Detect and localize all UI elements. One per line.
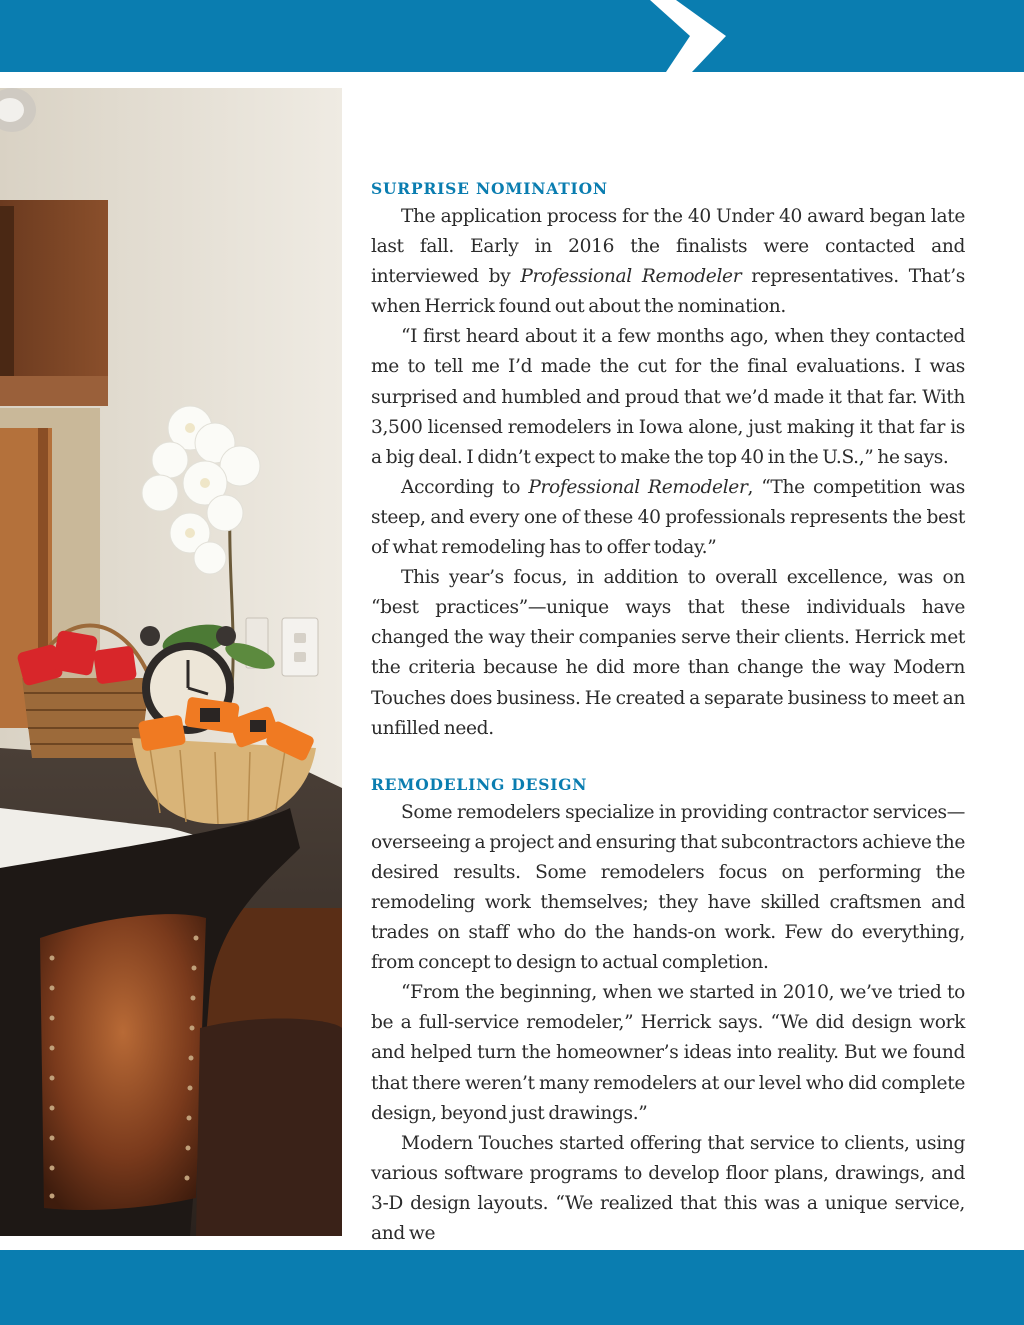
paragraph-text: “I first heard about it a few months ago, when they contacted me to tell me I’d made the cut for the final evaluations. I was surprised and humbled and proud that we’d made it that far. With 3,500 licensed remodelers in Iowa alone, just making it that far is a big deal. I didn’t expect to make the top 40 in the U.S.,” he says. bbox=[371, 326, 965, 468]
paragraph-text: According to bbox=[401, 476, 529, 498]
paragraph-text: “From the beginning, when we started in 2010, we’ve tried to be a full-service remodeler,” Herrick says. “We did design work and helped turn the homeowner’s ideas into reality. But we found that there weren’t many remodelers at our level who did complete design, beyond just drawings.” bbox=[371, 982, 965, 1124]
article-body bbox=[371, 178, 965, 1249]
body-paragraph bbox=[371, 798, 965, 979]
section-heading: REMODELING DESIGN bbox=[371, 774, 588, 794]
paragraph-text: This year’s focus, in addition to overall excellence, was on “best practices”—unique ways that these individuals have changed the way their companies serve their clients. Herrick met the criteria because he did more than change the way Modern Touches does business. He created a separate business to meet an unfilled need. bbox=[371, 567, 965, 739]
paragraph-text: representatives. That’s when Herrick found out about the nomination. bbox=[371, 266, 965, 318]
body-paragraph bbox=[371, 473, 965, 563]
body-paragraph bbox=[371, 1129, 965, 1249]
publication-title: Professional Remodeler bbox=[528, 476, 748, 498]
body-paragraph bbox=[371, 322, 965, 472]
body-paragraph bbox=[371, 202, 965, 322]
kitchen-photo bbox=[0, 88, 342, 1236]
paragraph-text: The application process for the 40 Under 40 award began late last fall. Early in 2016 the finalists were contacted and interviewed by bbox=[371, 206, 965, 288]
body-paragraph bbox=[371, 563, 965, 744]
section-heading: SURPRISE NOMINATION bbox=[371, 179, 608, 198]
paragraph-text: Some remodelers specialize in providing contractor services—overseeing a project and ensuring that subcontractors achieve the desired results. Some remodelers focus on performing the remodeling work themselves; they have skilled craftsmen and trades on staff who do the hands-on work. Few do everything, from concept to design to actual completion. bbox=[371, 801, 965, 974]
publication-title: Professional Remodeler bbox=[520, 266, 742, 288]
body-paragraph bbox=[371, 978, 965, 1128]
paragraph-text: , “The competition was steep, and every one of these 40 professionals represents the best of what remodeling has to offer today.” bbox=[371, 476, 965, 559]
paragraph-text: Modern Touches started offering that service to clients, using various software programs to develop floor plans, drawings, and 3-D design layouts. “We realized that this was a unique service, and we bbox=[371, 1132, 965, 1244]
top-banner bbox=[0, 0, 1024, 72]
chevron-icon bbox=[640, 0, 750, 72]
bottom-banner bbox=[0, 1250, 1024, 1325]
